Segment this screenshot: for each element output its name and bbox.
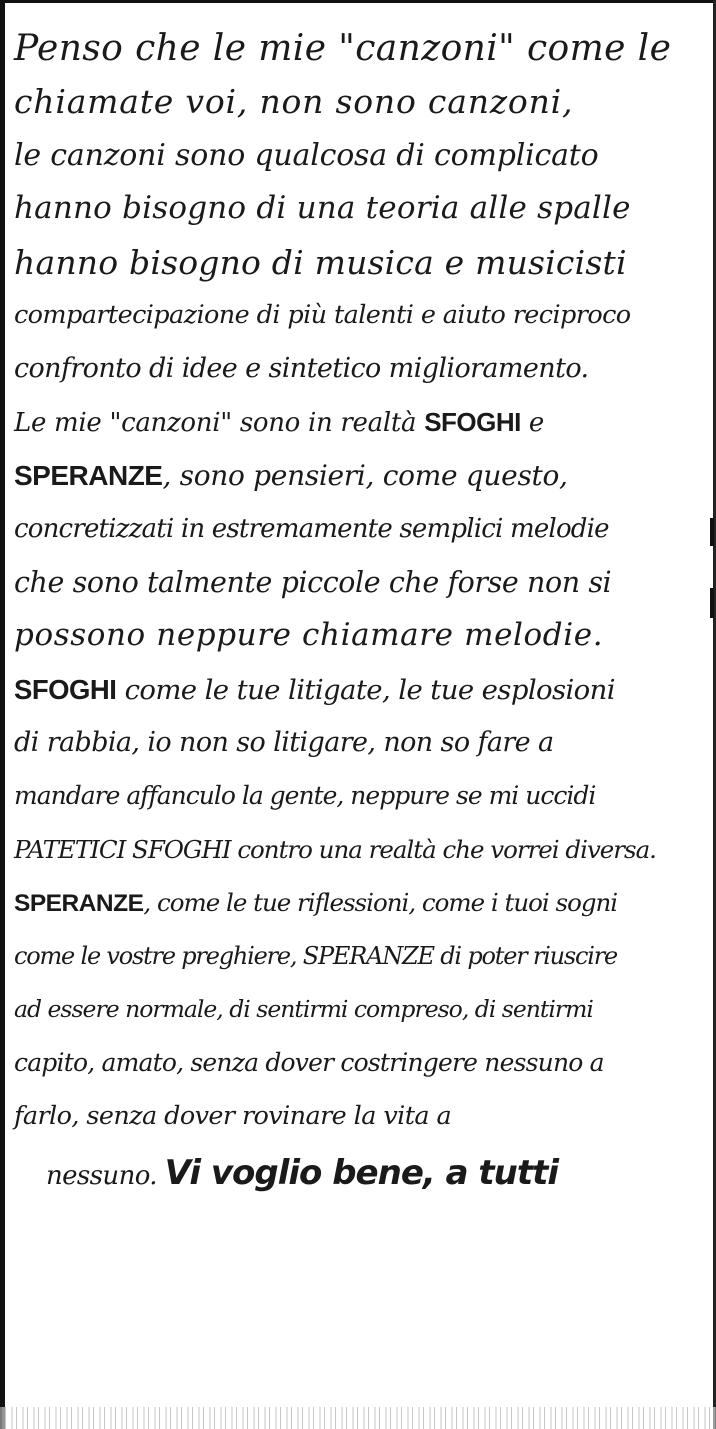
letter-line: chiamate voi, non sono canzoni, bbox=[14, 82, 574, 122]
letter-line: Penso che le mie "canzoni" come le bbox=[14, 28, 672, 69]
letter-closing-line bbox=[14, 1143, 710, 1203]
letter-line: confronto di idee e sintetico miglioramento. bbox=[14, 353, 589, 385]
emphasis-sfoghi: SFOGHI bbox=[14, 673, 117, 705]
letter-line: di rabbia, io non so litigare, non so fare a bbox=[14, 727, 554, 759]
letter-line: possono neppure chiamare melodie. bbox=[14, 617, 604, 654]
letter-line-text: nessuno. bbox=[46, 1161, 157, 1192]
emphasis-sfoghi: SFOGHI bbox=[424, 406, 521, 437]
letter-line: le canzoni sono qualcosa di complicato bbox=[14, 137, 599, 173]
letter-line-text: come le tue litigate, le tue esplosioni bbox=[116, 673, 615, 706]
letter-line: mandare affanculo la gente, neppure se mi uccidi bbox=[14, 781, 596, 811]
letter-line bbox=[14, 396, 710, 449]
letter-line bbox=[14, 663, 710, 716]
margin-mark bbox=[710, 588, 714, 618]
letter-line: hanno bisogno di una teoria alle spalle bbox=[14, 190, 631, 227]
margin-mark bbox=[710, 518, 714, 546]
closing-greeting: Vi voglio bene, a tutti bbox=[164, 1153, 559, 1194]
letter-line: capito, amato, senza dover costringere nessuno a bbox=[14, 1048, 604, 1078]
letter-line bbox=[14, 876, 710, 929]
letter-line: ad essere normale, di sentirmi compreso, di sentirmi bbox=[14, 995, 593, 1024]
letter-line: concretizzati in estremamente semplici melodie bbox=[14, 513, 609, 544]
letter-line-text: , come le tue riflessioni, come i tuoi sogni bbox=[143, 888, 618, 918]
scan-edge-left bbox=[0, 0, 5, 1429]
letter-text bbox=[14, 22, 710, 1203]
letter-line-text: , sono pensieri, come questo, bbox=[162, 459, 568, 493]
letter-line: farlo, senza dover rovinare la vita a bbox=[14, 1100, 452, 1131]
scan-edge-bottom bbox=[0, 1407, 716, 1429]
letter-line-text: Le mie "canzoni" sono in realtà bbox=[14, 407, 417, 438]
letter-line: che sono talmente piccole che forse non si bbox=[14, 565, 612, 599]
letter-line: come le vostre preghiere, SPERANZE di poter riuscire bbox=[14, 941, 618, 970]
emphasis-speranze: SPERANZE bbox=[14, 890, 144, 918]
letter-line: PATETICI SFOGHI contro una realtà che vorrei diversa. bbox=[14, 834, 656, 864]
letter-line: compartecipazione di più talenti e aiuto reciproco bbox=[14, 299, 631, 330]
letter-line bbox=[14, 449, 710, 502]
scan-edge-top bbox=[0, 0, 716, 3]
emphasis-speranze: SPERANZE bbox=[14, 460, 163, 492]
letter-line-text: e bbox=[528, 407, 544, 438]
letter-line: hanno bisogno di musica e musicisti bbox=[14, 242, 627, 282]
